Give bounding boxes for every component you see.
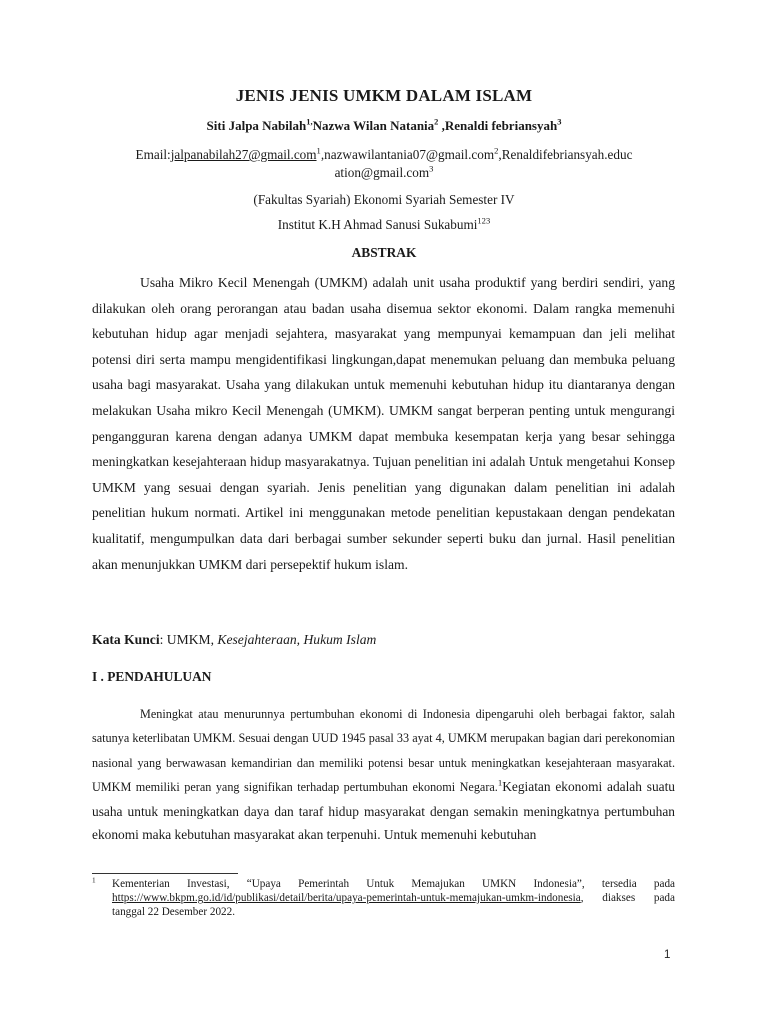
intro-small-text: Meningkat atau menurunnya pertumbuhan ekonomi di Indonesia dipengaruhi oleh berbagai faktor, salah satunya keterlibatan UMKM. Sesuai dengan UUD 1945 pasal 33 ayat 4, UMKM merupakan bagian dari perekonomian nasional yang berwawasan kemandirian dan memiliki potensi besar untuk meningkatkan kesejahteraan masyarakat. UMKM memiliki peran yang signifikan terhadap pertumbuhan ekonomi Negara.: [92, 707, 675, 795]
email-3-sup: 3: [429, 163, 434, 174]
author-2-sup: 2: [434, 116, 439, 127]
email-prefix: Email:: [135, 147, 171, 162]
author-1: Siti Jalpa Nabilah: [206, 118, 307, 133]
author-2: Nazwa Wilan Natania: [312, 118, 435, 133]
abstract-heading: ABSTRAK: [351, 245, 417, 260]
footnote-separator: [92, 873, 238, 874]
keywords-plain: : UMKM,: [159, 632, 218, 647]
abstract-part-1: Usaha Mikro Kecil Menengah (UMKM) adalah unit usaha produktif yang berdiri sendiri, yang dilakukan oleh orang perorangan atau badan usaha disemua sektor ekonomi. Dalam rangka memenuhi kebutuhan hidup agar menjadi sejahtera, masyarakat yang mempunyai kemampuan dan jeli melihat potensi diri serta mampu mengidentifikasi lingkungan,dapat menemukan peluang dan membuka peluang usaha bagi masyarakat. Usaha yang dilakukan untuk memenuhi kebutuhan hidup itu diantaranya dengan melakukan Usaha mikro Kecil Menengah (UMKM). UMKM sangat berperan penting untuk mengurangi pengangguran karena dengan adanya UMKM dapat membuka kesempatan kerja yang besar sehingga meningkatkan kesejahteraan hidup masyarakatnya. Tujuan penelitian ini adalah Untuk mengetahui Konsep UMKM yang sesuai dengan syariah. Jenis penelitian yang digunakan dalam penelitian ini adalah penelitian hukum normati.: [92, 275, 675, 521]
email-3b: ation@gmail.com: [334, 165, 430, 180]
institute-name: Institut K.H Ahmad Sanusi Sukabumi: [277, 217, 478, 232]
author-line: [92, 118, 676, 134]
author-separator: ,: [438, 118, 445, 133]
email-2: ,nazwawilantania07@gmail.com: [320, 147, 495, 162]
keywords-line: [92, 632, 675, 648]
author-1-sup: 1,: [306, 116, 313, 127]
keywords-italic: Kesejahteraan, Hukum Islam: [217, 632, 377, 647]
introduction-paragraph: [92, 702, 675, 846]
faculty-line: (Fakultas Syariah) Ekonomi Syariah Semester IV: [253, 192, 515, 207]
email-3a: ,Renaldifebriansyah.educ: [498, 147, 633, 162]
abstract-body: [92, 270, 675, 577]
footnote-number-sup: 1: [92, 876, 96, 885]
section-heading-introduction: I . PENDAHULUAN: [92, 669, 212, 684]
footnote-text: Kementerian Investasi, “Upaya Pemerintah Untuk Memajukan UMKN Indonesia”, tersedia pada: [112, 878, 675, 890]
footnote-number: [92, 877, 112, 891]
author-3-sup: 3: [557, 116, 562, 127]
footnote-after: , diakses pada tanggal 22 Desember 2022.: [112, 892, 675, 919]
intro-large-text: Kegiatan ekonomi adalah suatu usaha untuk meningkatkan daya dan taraf hidup masyarakat dengan semakin meningkatnya pertumbuhan ekonomi maka kebutuhan masyarakat akan terpenuhi. Untuk memenuhi kebutuhan: [92, 779, 675, 843]
institute-line: [92, 217, 676, 233]
email-1-sup: 1: [316, 145, 321, 156]
institute-sup: 123: [477, 215, 491, 226]
email-2-sup: 2: [494, 145, 499, 156]
footnote-url-link[interactable]: https://www.bkpm.go.id/id/publikasi/detail/berita/upaya-pemerintah-untuk-memajukan-umkm-indonesia: [112, 892, 581, 905]
abstract-part-2: Artikel ini menggunakan metode penelitian kepustakaan dengan pendekatan kualitatif, mengumpulkan data dari berbagai sumber sekunder seperti buku dan jurnal. Hasil penelitian akan menunjukkan UMKM dari persepektif hukum islam.: [92, 505, 675, 572]
footnote-body: [112, 877, 675, 920]
author-3: Renaldi febriansyah: [444, 118, 558, 133]
footnote-ref-1[interactable]: 1: [497, 777, 503, 788]
keywords-label: Kata Kunci: [92, 632, 160, 647]
email-line: [92, 146, 676, 182]
footnote-1: [92, 877, 675, 920]
paper-title: JENIS JENIS UMKM DALAM ISLAM: [235, 86, 533, 105]
page-number: 1: [664, 949, 671, 961]
email-link-1[interactable]: jalpanabilah27@gmail.com: [170, 147, 317, 162]
